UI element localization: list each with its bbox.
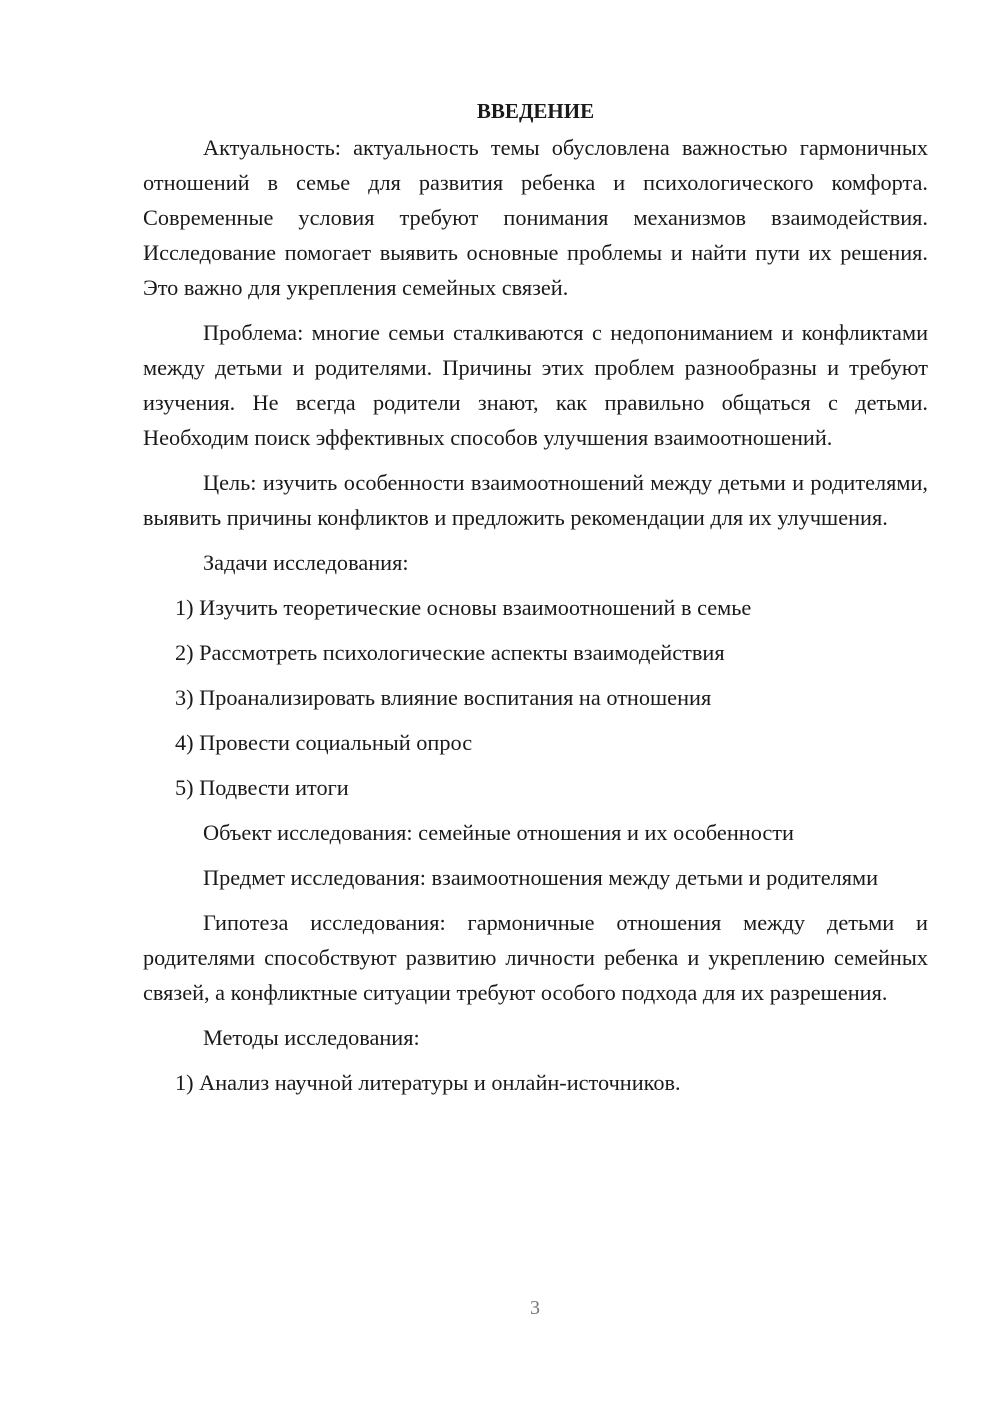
task-item: 3) Проанализировать влияние воспитания на отношения <box>175 685 712 710</box>
method-item: 1) Анализ научной литературы и онлайн-источников. <box>175 1070 681 1095</box>
task-item: 5) Подвести итоги <box>175 775 349 800</box>
task-item: 4) Провести социальный опрос <box>175 730 473 755</box>
methods-heading: Методы исследования: <box>203 1025 420 1050</box>
goal-paragraph: Цель: изучить особенности взаимоотношений между детьми и родителями, выявить причины конфликтов и предложить рекомендации для их улучшения. <box>143 470 928 530</box>
document-page <box>143 96 928 1110</box>
page-number: 3 <box>530 1297 540 1319</box>
task-item: 2) Рассмотреть психологические аспекты взаимодействия <box>175 640 725 665</box>
task-item: 1) Изучить теоретические основы взаимоотношений в семье <box>175 595 752 620</box>
tasks-heading: Задачи исследования: <box>203 550 409 575</box>
object-paragraph: Объект исследования: семейные отношения и их особенности <box>203 820 794 845</box>
problem-paragraph: Проблема: многие семьи сталкиваются с недопониманием и конфликтами между детьми и родителями. Причины этих проблем разнообразны и требуют изучения. Не всегда родители знают, как правильно общаться с детьми. Необходим поиск эффективных способов улучшения взаимоотношений. <box>143 320 928 450</box>
relevance-paragraph: Актуальность: актуальность темы обусловлена важностью гармоничных отношений в семье для развития ребенка и психологического комфорта. Современные условия требуют понимания механизмов взаимодействия. Исследование помогает выявить основные проблемы и найти пути их решения. Это важно для укрепления семейных связей. <box>143 135 928 300</box>
hypothesis-paragraph: Гипотеза исследования: гармоничные отношения между детьми и родителями способствуют развитию личности ребенка и укреплению семейных связей, а конфликтные ситуации требуют особого подхода для их разрешения. <box>143 910 928 1005</box>
subject-paragraph: Предмет исследования: взаимоотношения между детьми и родителями <box>203 865 879 890</box>
section-title: ВВЕДЕНИЕ <box>476 99 595 123</box>
